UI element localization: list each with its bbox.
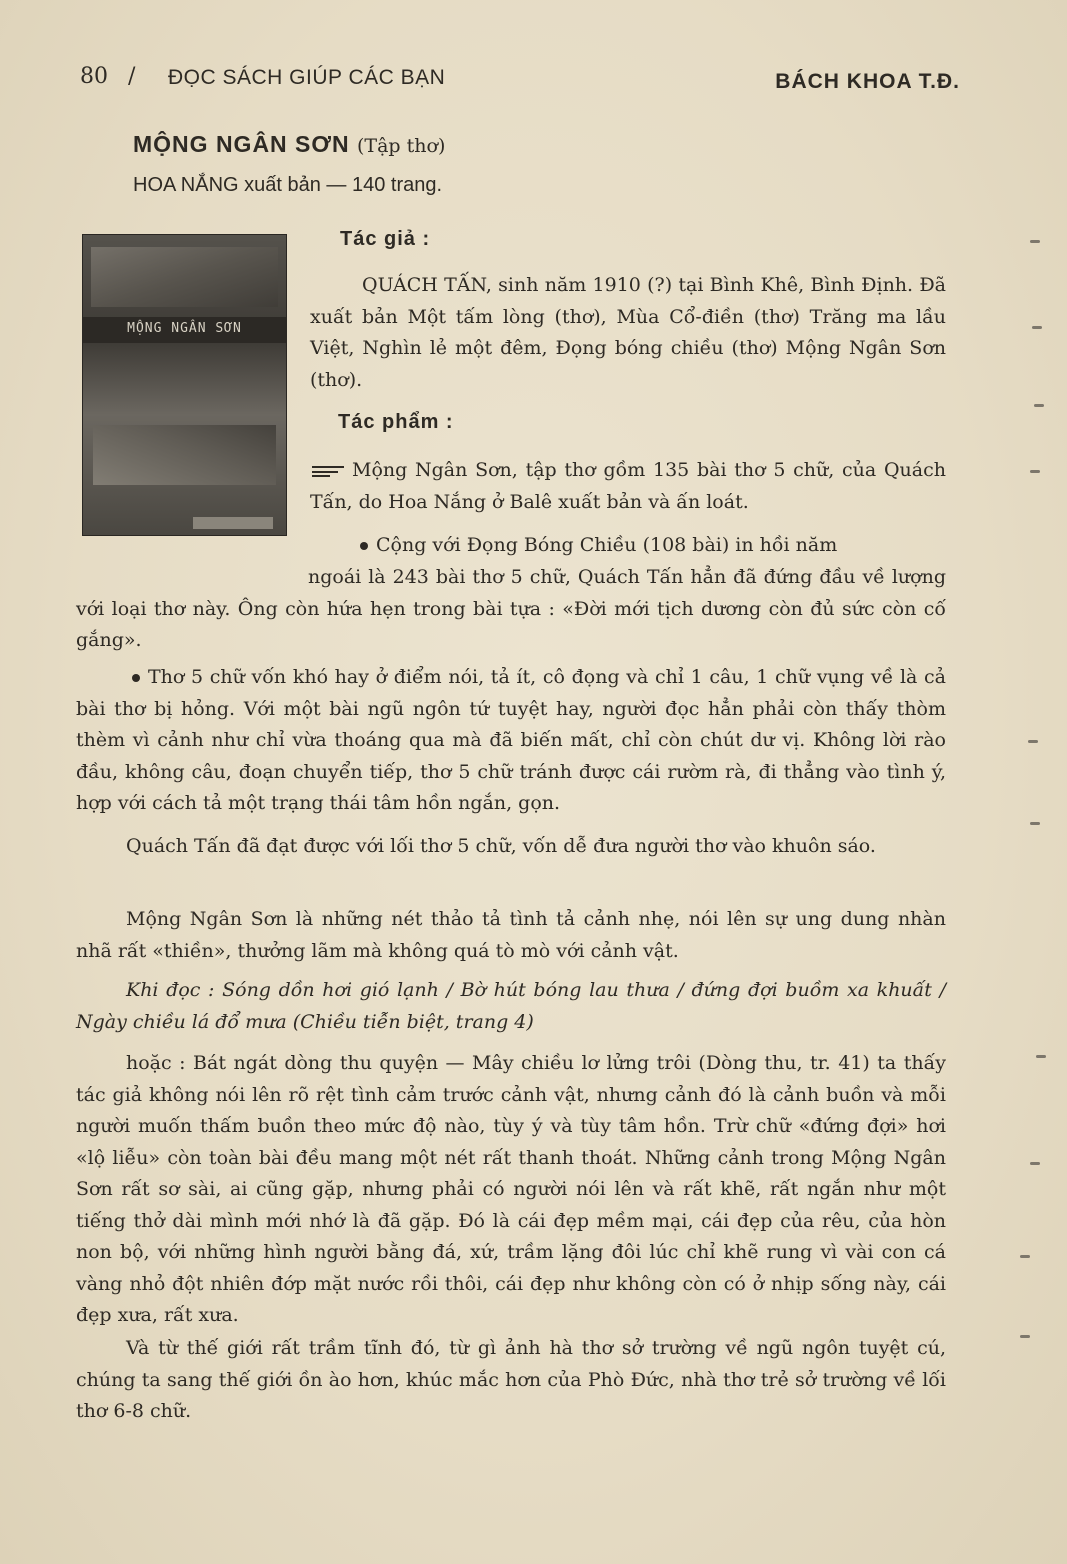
paragraph-1a [360, 530, 946, 562]
margin-mark [1032, 326, 1042, 329]
paragraph-1b: ngoái là 243 bài thơ 5 chữ, Quách Tấn hẳn đã đứng đầu về lượng với loại thơ này. Ông còn hứa hẹn trong bài tựa : «Đời mới tịch dương còn đủ sức còn cố gắng». [76, 566, 946, 651]
paragraph-2 [76, 662, 946, 820]
bullet-icon [360, 542, 368, 550]
paragraph-2-text: Thơ 5 chữ vốn khó hay ở điểm nói, tả ít, cô đọng và chỉ 1 câu, 1 chữ vụng về là cả bài thơ bị hỏng. Với một bài ngũ ngôn tứ tuyệt hay, người đọc hẳn phải còn thấy thòm thèm vì cảnh như chỉ vừa thoáng qua mà đã biến mất, chỉ còn chút dư vị. Không lời rào đầu, không câu, đoạn chuyển tiếp, thơ 5 chữ tránh được cái rườm rà, đi thẳng vào tình ý, hợp với cách tả một trạng thái tâm hồn ngắn, gọn. [76, 666, 946, 814]
margin-mark [1030, 1162, 1040, 1165]
paragraph-4: Mộng Ngân Sơn là những nét thảo tả tình tả cảnh nhẹ, nói lên sự ung dung nhàn nhã rất «thiền», thưởng lãm mà không quá tò mò với cảnh vật. [76, 908, 946, 962]
publisher-info: HOA NẮNG xuất bản — 140 trang. [133, 174, 443, 196]
margin-mark [1028, 740, 1038, 743]
book-title [133, 131, 445, 158]
book-title-text: MỘNG NGÂN SƠN [133, 131, 350, 157]
margin-mark [1030, 470, 1040, 473]
margin-mark [1020, 1335, 1030, 1338]
margin-mark [1030, 240, 1040, 243]
author-text: QUÁCH TẤN, sinh năm 1910 (?) tại Bình Khê, Bình Định. Đã xuất bản Một tấm lòng (thơ), Mùa Cổ-điền (thơ) Trăng ma lầu Việt, Nghìn lẻ một đêm, Đọng bóng chiều (thơ) Mộng Ngân Sơn (thơ). [310, 274, 946, 391]
margin-mark [1030, 822, 1040, 825]
paragraph-3: Quách Tấn đã đạt được với lối thơ 5 chữ, vốn dễ đưa người thơ vào khuôn sáo. [126, 835, 876, 857]
book-cover-image [82, 234, 287, 536]
cover-title-text: MỘNG NGÂN SƠN [127, 321, 242, 336]
paragraph-7: Và từ thế giới rất trầm tĩnh đó, từ gì ảnh hà thơ sở trường về ngũ ngôn tuyệt cú, chúng ta sang thế giới ồn ào hơn, khúc mắc hơn của Phò Đức, nhà thơ trẻ sở trường về lối thơ 6-8 chữ. [76, 1337, 946, 1422]
page-header [80, 62, 960, 102]
book-title-note: (Tập thơ) [357, 135, 446, 157]
header-separator: / [128, 64, 136, 89]
page-number: 80 [80, 64, 108, 89]
work-intro-block [310, 455, 946, 518]
cover-mountain-bottom [93, 425, 276, 485]
paragraph-6: hoặc : Bát ngát dòng thu quyện — Mây chiều lơ lửng trôi (Dòng thu, tr. 41) ta thấy tác giả không nói lên rõ rệt tình cảm trước cảnh vật, nhưng cảnh đó là cảnh buồn và mỗi người muốn thấm buồn theo mức độ nào, tùy ý và tùy tâm hồn. Trừ chữ «đứng đợi» hơi «lộ liễu» còn toàn bài đều mang một nét rất thanh thoát. Những cảnh trong Mộng Ngân Sơn rất sơ sài, ai cũng gặp, nhưng phải có người nói lên và rất khẽ, rất ngắn như một tiếng thở dài mình mới nhớ là đã gặp. Đó là cái đẹp mềm mại, cái đẹp của rêu, của hòn non bộ, với những hình người bằng đá, xứ, trầm lặng đôi lúc chỉ khẽ rung vì vài con cá vàng nhỏ đột nhiên đớp mặt nước rồi thôi, cái đẹp như không còn có ở nhịp sống này, cái đẹp xưa, rất xưa. [76, 1052, 946, 1326]
work-label: Tác phẩm : [338, 411, 454, 433]
bullet-icon [132, 674, 140, 682]
work-intro: Mộng Ngân Sơn, tập thơ gồm 135 bài thơ 5 chữ, của Quách Tấn, do Hoa Nắng ở Balê xuất bản và ấn loát. [310, 459, 946, 513]
paragraph-5: Khi đọc : Sóng dồn hơi gió lạnh / Bờ hút bóng lau thưa / đứng đợi buồm xa khuất / Ngày chiều lá đổ mưa (Chiều tiễn biệt, trang 4) [76, 979, 946, 1033]
publication-name: BÁCH KHOA T.Đ. [775, 70, 960, 93]
section-title: ĐỌC SÁCH GIÚP CÁC BẠN [168, 66, 446, 89]
margin-mark [1036, 1055, 1046, 1058]
margin-mark [1020, 1255, 1030, 1258]
book-icon [310, 464, 346, 478]
cover-footer-mark [193, 517, 273, 529]
paragraph-1a-text: Cộng với Đọng Bóng Chiều (108 bài) in hồi năm [376, 534, 838, 556]
cover-mountain-top [91, 247, 278, 307]
margin-mark [1034, 404, 1044, 407]
author-label: Tác giả : [340, 228, 431, 250]
